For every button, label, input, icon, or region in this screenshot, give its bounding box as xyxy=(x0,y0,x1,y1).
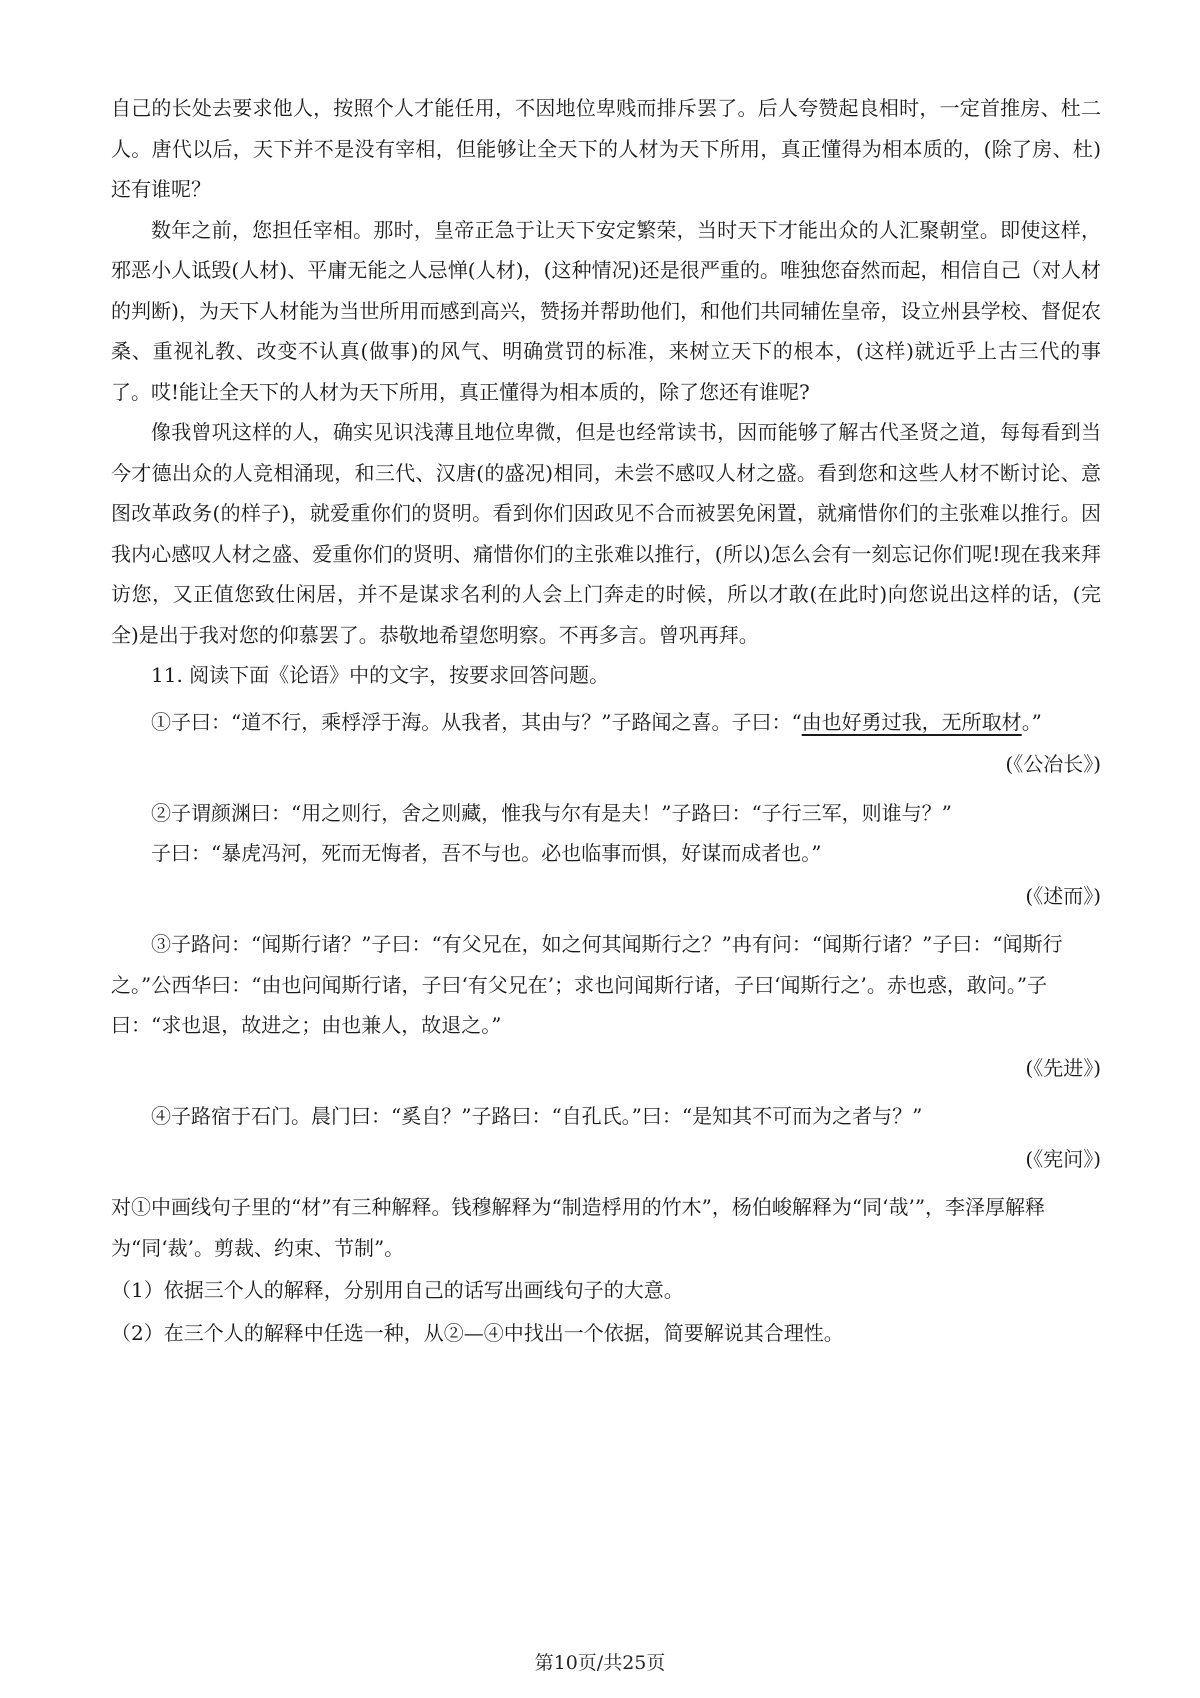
question-heading: 11. 阅读下面《论语》中的文字，按要求回答问题。 xyxy=(151,663,610,687)
quote-1-close: 。” xyxy=(1021,709,1042,734)
quote-2-line-2: 子曰：“暴虎冯河，死而无悔者，吾不与也。必也临事而惧，好谋而成者也。” xyxy=(151,841,822,865)
quote-1-underlined-sentence: 由也好勇过我，无所取材 xyxy=(801,709,1022,734)
quote-4: ④子路宿于石门。晨门曰：“奚自？”子路曰：“自孔氏。”曰：“是知其不可而为之者与？” xyxy=(151,1104,923,1128)
quote-1-source: (《公冶长》) xyxy=(1005,752,1101,776)
page-number-footer: 第10页/共25页 xyxy=(534,1652,666,1674)
quote-1 xyxy=(111,702,1101,743)
quote-2-source: (《述而》) xyxy=(1025,883,1101,908)
sub-question-2: （2）在三个人的解释中任选一种，从②—④中找出一个依据，简要解说其合理性。 xyxy=(111,1320,844,1345)
translation-paragraph-1: 自己的长处去要求他人，按照个人才能任用，不因地位卑贱而排斥罢了。后人夸赞起良相时，一定首推房、杜二人。唐代以后，天下并不是没有宰相，但能够让全天下的人材为天下所用，真正懂得为相本质的，(除了房、杜)还有谁呢？ xyxy=(111,96,1101,201)
question-context: 对①中画线句子里的“材”有三种解释。钱穆解释为“制造桴用的竹木”，杨伯峻解释为“同‘哉’”，李泽厚解释为“同‘裁’。剪裁、约束、节制”。 xyxy=(111,1195,1046,1260)
quote-1-text: ①子曰：“道不行，乘桴浮于海。从我者，其由与？”子路闻之喜。子曰：“ xyxy=(151,709,802,734)
sub-question-1: （1）依据三个人的解释，分别用自己的话写出画线句子的大意。 xyxy=(111,1278,684,1302)
quote-3-source: (《先进》) xyxy=(1025,1055,1101,1080)
quote-2-line-1: ②子谓颜渊曰：“用之则行，舍之则藏，惟我与尔有是夫！”子路曰：“子行三军，则谁与？” xyxy=(151,800,952,825)
page-content xyxy=(111,88,1101,1353)
translation-paragraph-2: 数年之前，您担任宰相。那时，皇帝正急于让天下安定繁荣，当时天下才能出众的人汇聚朝堂。即使这样，邪恶小人诋毁(人材)、平庸无能之人忌惮(人材)，(这种情况)还是很严重的。唯独您奋然而起，相信自己（对人材的判断)，为天下人材能为当世所用而感到高兴，赞扬并帮助他们，和他们共同辅佐皇帝，设立州县学校、督促农桑、重视礼教、改变不认真(做事)的风气、明确赏罚的标准，来树立天下的根本，(这样)就近乎上古三代的事了。哎!能让全天下的人材为天下所用，真正懂得为相本质的，除了您还有谁呢? xyxy=(111,217,1101,404)
quote-4-source: (《宪问》) xyxy=(1025,1146,1101,1171)
quote-3: ③子路问：“闻斯行诸？”子曰：“有父兄在，如之何其闻斯行之？”冉有问：“闻斯行诸？”子曰：“闻斯行之。”公西华曰：“由也问闻斯行诸，子曰‘有父兄在’；求也问闻斯行诸，子曰‘闻斯行之’。赤也惑，敢问。”子曰：“求也退，故进之；由也兼人，故退之。” xyxy=(111,932,1063,1037)
translation-paragraph-3: 像我曾巩这样的人，确实见识浅薄且地位卑微，但是也经常读书，因而能够了解古代圣贤之道，每每看到当今才德出众的人竞相涌现，和三代、汉唐(的盛况)相同，未尝不感叹人材之盛。看到您和这些人材不断讨论、意图改革政务(的样子)，就爱重你们的贤明。看到你们因政见不合而被罢免闲置，就痛惜你们的主张难以推行。因我内心感叹人材之盛、爱重你们的贤明、痛惜你们的主张难以推行，(所以)怎么会有一刻忘记你们呢!现在我来拜访您，又正值您致仕闲居，并不是谋求名利的人会上门奔走的时候，所以才敢(在此时)向您说出这样的话，(完全)是出于我对您的仰慕罢了。恭敬地希望您明察。不再多言。曾巩再拜。 xyxy=(111,420,1101,647)
